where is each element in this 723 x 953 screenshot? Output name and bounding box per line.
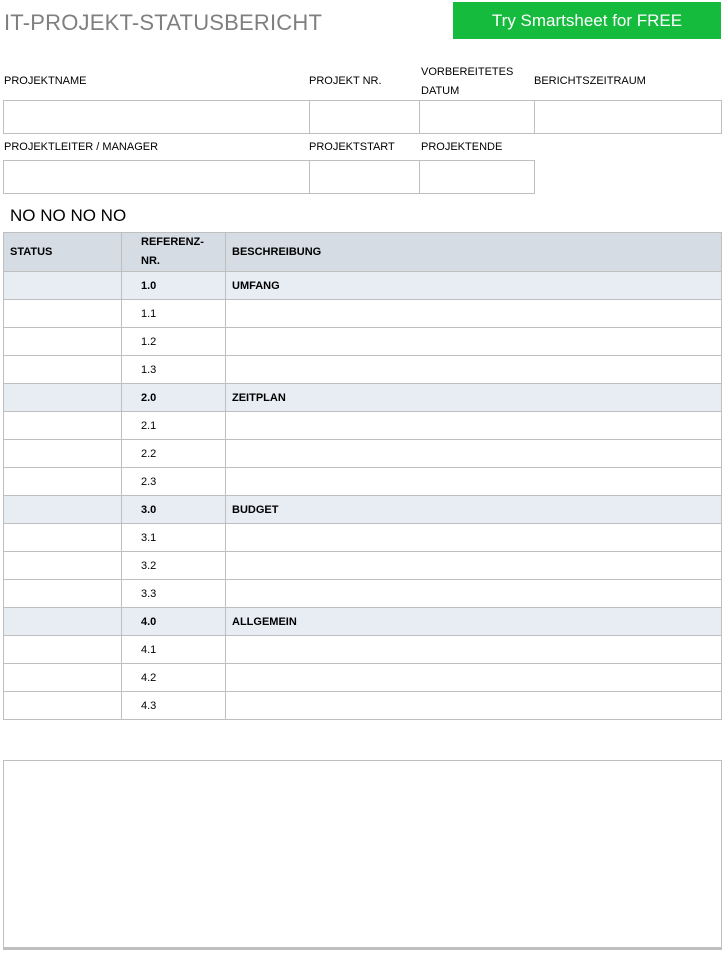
project-end-field[interactable] bbox=[419, 160, 535, 194]
table-row bbox=[4, 580, 722, 608]
status-cell[interactable] bbox=[4, 272, 122, 300]
status-cell[interactable] bbox=[4, 356, 122, 384]
project-manager-label: PROJEKTLEITER / MANAGER bbox=[4, 141, 159, 153]
status-cell[interactable] bbox=[4, 468, 122, 496]
section-row bbox=[4, 384, 722, 412]
status-cell[interactable] bbox=[4, 608, 122, 636]
status-cell[interactable] bbox=[4, 328, 122, 356]
description-cell[interactable] bbox=[226, 636, 722, 664]
section-row bbox=[4, 272, 722, 300]
status-cell[interactable] bbox=[4, 552, 122, 580]
page-title: IT-PROJEKT-STATUSBERICHT bbox=[4, 10, 323, 35]
description-cell[interactable] bbox=[226, 440, 722, 468]
description-cell[interactable] bbox=[226, 356, 722, 384]
description-cell[interactable] bbox=[226, 468, 722, 496]
reference-cell: 2.3 bbox=[122, 468, 226, 496]
project-number-field[interactable] bbox=[309, 100, 420, 134]
reference-cell: 1.3 bbox=[122, 356, 226, 384]
reference-column-header: REFERENZ-NR. bbox=[122, 233, 226, 272]
table-row bbox=[4, 524, 722, 552]
status-cell[interactable] bbox=[4, 664, 122, 692]
project-name-label: PROJEKTNAME bbox=[4, 75, 87, 87]
reference-cell: 3.2 bbox=[122, 552, 226, 580]
description-cell[interactable] bbox=[226, 580, 722, 608]
reference-cell: 3.0 bbox=[122, 496, 226, 524]
notes-box[interactable] bbox=[3, 760, 722, 950]
report-period-label: BERICHTSZEITRAUM bbox=[534, 75, 646, 87]
project-end-label: PROJEKTENDE bbox=[421, 141, 503, 153]
report-period-field[interactable] bbox=[534, 100, 722, 134]
description-cell[interactable] bbox=[226, 552, 722, 580]
table-row bbox=[4, 356, 722, 384]
reference-cell: 4.2 bbox=[122, 664, 226, 692]
section-heading: NO NO NO NO bbox=[10, 206, 127, 225]
description-cell[interactable]: UMFANG bbox=[226, 272, 722, 300]
status-column-header: STATUS bbox=[4, 233, 122, 272]
description-cell[interactable]: ZEITPLAN bbox=[226, 384, 722, 412]
description-cell[interactable] bbox=[226, 328, 722, 356]
table-row bbox=[4, 692, 722, 720]
status-cell[interactable] bbox=[4, 300, 122, 328]
try-smartsheet-button[interactable]: Try Smartsheet for FREE bbox=[453, 2, 721, 39]
reference-cell: 3.3 bbox=[122, 580, 226, 608]
reference-cell: 2.0 bbox=[122, 384, 226, 412]
status-cell[interactable] bbox=[4, 692, 122, 720]
status-cell[interactable] bbox=[4, 636, 122, 664]
table-row bbox=[4, 412, 722, 440]
status-cell[interactable] bbox=[4, 580, 122, 608]
project-start-field[interactable] bbox=[309, 160, 420, 194]
prepared-date-field[interactable] bbox=[419, 100, 535, 134]
description-cell[interactable] bbox=[226, 692, 722, 720]
reference-cell: 3.1 bbox=[122, 524, 226, 552]
status-cell[interactable] bbox=[4, 384, 122, 412]
project-start-label: PROJEKTSTART bbox=[309, 141, 395, 153]
description-cell[interactable] bbox=[226, 664, 722, 692]
reference-cell: 2.2 bbox=[122, 440, 226, 468]
prepared-date-label: VORBEREITETES DATUM bbox=[421, 66, 514, 97]
description-cell[interactable]: BUDGET bbox=[226, 496, 722, 524]
table-row bbox=[4, 552, 722, 580]
reference-cell: 1.2 bbox=[122, 328, 226, 356]
table-row bbox=[4, 636, 722, 664]
description-cell[interactable] bbox=[226, 412, 722, 440]
section-row bbox=[4, 496, 722, 524]
table-row bbox=[4, 440, 722, 468]
status-cell[interactable] bbox=[4, 496, 122, 524]
reference-cell: 4.1 bbox=[122, 636, 226, 664]
description-cell[interactable] bbox=[226, 524, 722, 552]
status-table bbox=[3, 232, 722, 720]
table-row bbox=[4, 300, 722, 328]
reference-cell: 4.0 bbox=[122, 608, 226, 636]
table-row bbox=[4, 328, 722, 356]
description-column-header: BESCHREIBUNG bbox=[226, 233, 722, 272]
table-row bbox=[4, 664, 722, 692]
status-cell[interactable] bbox=[4, 440, 122, 468]
section-row bbox=[4, 608, 722, 636]
reference-cell: 4.3 bbox=[122, 692, 226, 720]
project-number-label: PROJEKT NR. bbox=[309, 75, 382, 87]
table-header-row bbox=[4, 233, 722, 272]
reference-cell: 1.0 bbox=[122, 272, 226, 300]
status-cell[interactable] bbox=[4, 524, 122, 552]
status-cell[interactable] bbox=[4, 412, 122, 440]
description-cell[interactable] bbox=[226, 300, 722, 328]
project-manager-field[interactable] bbox=[3, 160, 310, 194]
table-row bbox=[4, 468, 722, 496]
reference-cell: 2.1 bbox=[122, 412, 226, 440]
description-cell[interactable]: ALLGEMEIN bbox=[226, 608, 722, 636]
project-name-field[interactable] bbox=[3, 100, 310, 134]
reference-cell: 1.1 bbox=[122, 300, 226, 328]
